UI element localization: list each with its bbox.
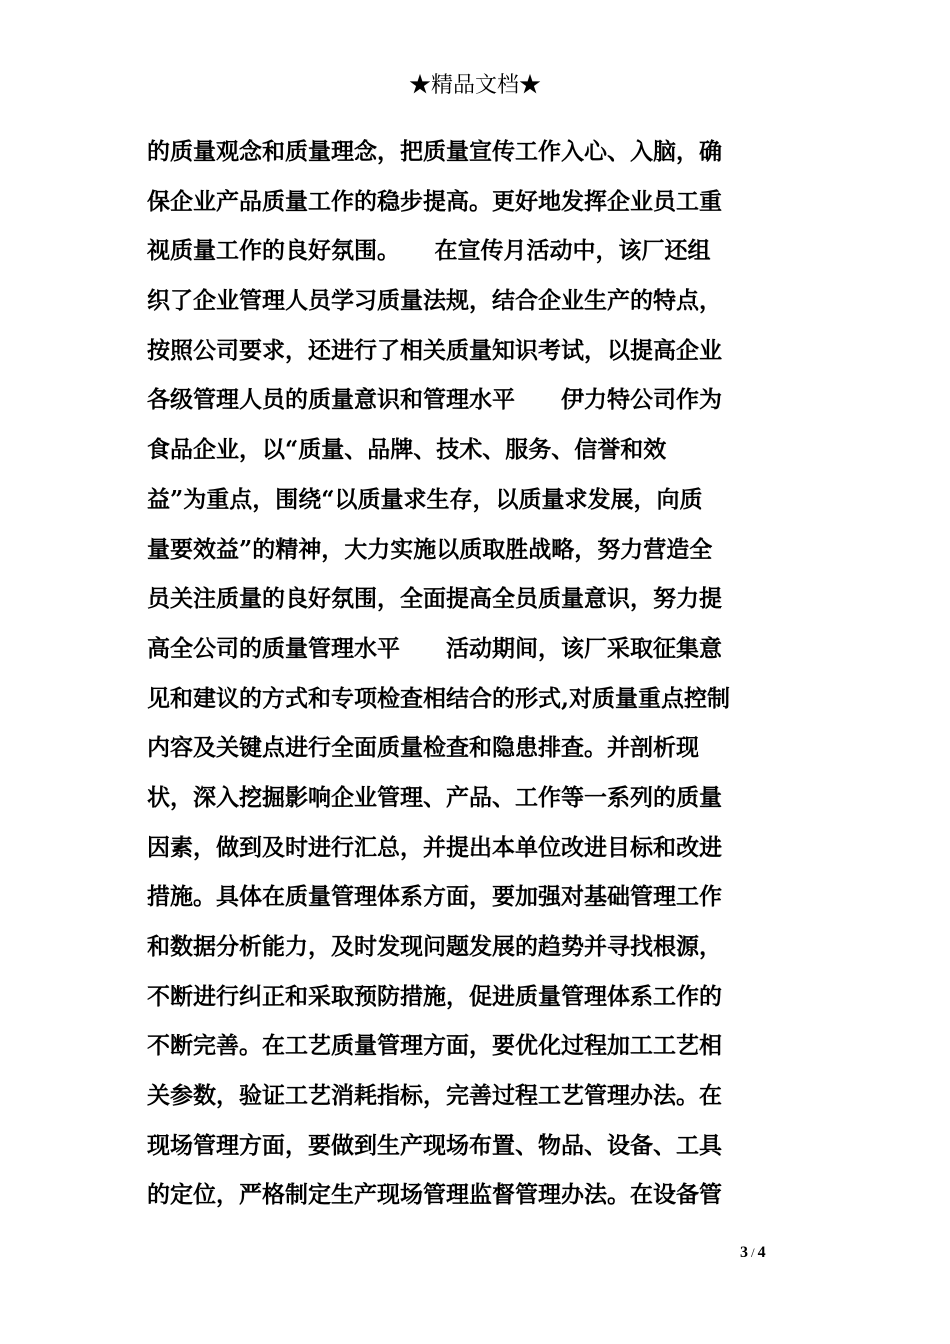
text-line: 各级管理人员的质量意识和管理水平 伊力特公司作为	[147, 386, 722, 414]
text-line: 的质量观念和质量理念，把质量宣传工作入心、入脑，确	[147, 138, 722, 165]
text-line: 视质量工作的良好氛围。 在宣传月活动中，该厂还组	[147, 237, 711, 265]
page-number-current: 3	[740, 1244, 748, 1261]
text-line: 状，深入挖掘影响企业管理、产品、工作等一系列的质量	[147, 783, 722, 811]
page-number-total: 4	[757, 1244, 766, 1261]
text-line: 高全公司的质量管理水平 活动期间，该厂采取征集意	[147, 634, 722, 662]
text-line: 和数据分析能力，及时发现问题发展的趋势并寻找根源，	[147, 933, 722, 960]
text-line: 保企业产品质量工作的稳步提高。更好地发挥企业员工重	[147, 187, 722, 215]
text-line: 见和建议的方式和专项检查相结合的形式,对质量重点控制	[147, 684, 731, 712]
page-header-title: ★精品文档★	[408, 73, 541, 98]
page-number	[740, 1244, 766, 1262]
text-line: 措施。具体在质量管理体系方面，要加强对基础管理工作	[147, 883, 722, 911]
text-line: 因素，做到及时进行汇总，并提出本单位改进目标和改进	[147, 833, 722, 861]
text-line: 的定位，严格制定生产现场管理监督管理办法。在设备管	[147, 1181, 722, 1209]
document-body	[147, 127, 807, 1220]
text-line: 织了企业管理人员学习质量法规，结合企业生产的特点，	[147, 287, 722, 315]
text-line: 不断进行纠正和采取预防措施，促进质量管理体系工作的	[147, 982, 722, 1010]
text-line: 量要效益”的精神，大力实施以质取胜战略，努力营造全	[147, 535, 713, 563]
page-number-separator: /	[751, 1245, 755, 1260]
text-line: 益”为重点，围绕“以质量求生存，以质量求发展，向质	[147, 485, 703, 513]
text-line: 关参数，验证工艺消耗指标，完善过程工艺管理办法。在	[147, 1082, 722, 1110]
text-line: 不断完善。在工艺质量管理方面，要优化过程加工工艺相	[147, 1032, 722, 1060]
text-line: 现场管理方面，要做到生产现场布置、物品、设备、工具	[147, 1131, 722, 1159]
text-line: 食品企业，以“质量、品牌、技术、服务、信誉和效	[147, 436, 667, 464]
text-line: 按照公司要求，还进行了相关质量知识考试，以提高企业	[147, 336, 722, 364]
text-line: 员关注质量的良好氛围，全面提高全员质量意识，努力提	[147, 585, 722, 613]
text-line: 内容及关键点进行全面质量检查和隐患排查。并剖析现	[147, 734, 699, 762]
